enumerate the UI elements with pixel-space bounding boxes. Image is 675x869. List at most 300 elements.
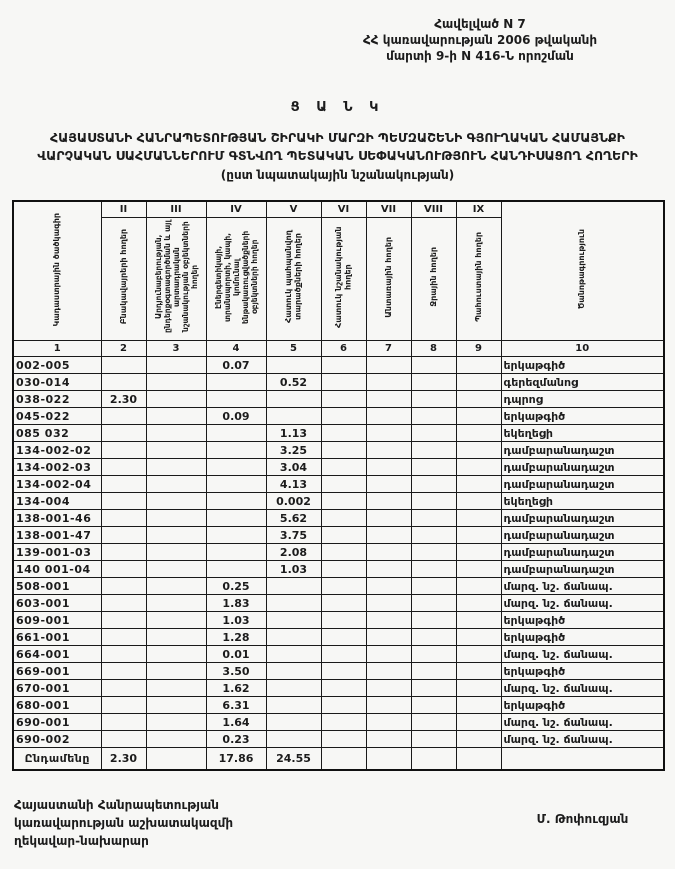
total-row xyxy=(13,748,664,770)
page-title xyxy=(0,129,675,165)
area-value-cell xyxy=(366,697,411,714)
area-value-cell xyxy=(101,629,146,646)
area-value-cell xyxy=(101,663,146,680)
table-row xyxy=(13,561,664,578)
vertical-header-label: Հատուկ պահպանվող տարածքների հողեր xyxy=(283,230,303,324)
area-value-cell xyxy=(411,374,456,391)
vertical-header-label: Արդյունաբերության, ընդերքօգտագործման և այլ արտադրական նշանակության օբյեկտների հողեր xyxy=(153,220,199,334)
table-row xyxy=(13,697,664,714)
note-cell: մարզ. նշ. ճանապ. xyxy=(501,595,664,612)
note-cell: եկեղեցի xyxy=(501,425,664,442)
table-row xyxy=(13,357,664,374)
note-cell: երկաթգիծ xyxy=(501,663,664,680)
area-value-cell xyxy=(366,425,411,442)
area-value-cell xyxy=(321,680,366,697)
column-number: 2 xyxy=(101,341,146,357)
roman-numeral: II xyxy=(101,201,146,218)
area-value-cell xyxy=(411,680,456,697)
roman-numeral: VII xyxy=(366,201,411,218)
area-value-cell xyxy=(321,374,366,391)
table-row xyxy=(13,612,664,629)
cadastral-code-cell: 002-005 xyxy=(13,357,101,374)
area-value-cell xyxy=(101,697,146,714)
total-cell xyxy=(366,748,411,770)
table-row xyxy=(13,476,664,493)
area-value-cell xyxy=(266,663,321,680)
table-body xyxy=(13,357,664,748)
area-value-cell xyxy=(146,697,206,714)
area-value-cell xyxy=(411,425,456,442)
area-value-cell xyxy=(146,408,206,425)
area-value-cell xyxy=(146,357,206,374)
area-value-cell xyxy=(321,493,366,510)
cadastral-code-cell: 664-001 xyxy=(13,646,101,663)
area-value-cell xyxy=(411,544,456,561)
area-value-cell xyxy=(366,408,411,425)
area-value-cell xyxy=(266,578,321,595)
signature-name: Մ. Թոփուզյան xyxy=(536,812,629,826)
area-value-cell xyxy=(321,527,366,544)
area-value-cell xyxy=(411,357,456,374)
area-value-cell xyxy=(456,459,501,476)
area-value-cell xyxy=(456,476,501,493)
area-value-cell xyxy=(456,629,501,646)
cadastral-code-cell: 134-002-02 xyxy=(13,442,101,459)
cadastral-code-cell: 508-001 xyxy=(13,578,101,595)
area-value-cell xyxy=(146,561,206,578)
roman-numeral-row xyxy=(13,201,664,218)
area-value-cell xyxy=(266,680,321,697)
roman-numeral: IV xyxy=(206,201,266,218)
area-value-cell xyxy=(101,408,146,425)
area-value-cell xyxy=(101,646,146,663)
vertical-header-label: Անտառային հողեր xyxy=(383,236,393,318)
area-value-cell xyxy=(411,697,456,714)
area-value-cell: 4.13 xyxy=(266,476,321,493)
area-value-cell xyxy=(366,510,411,527)
area-value-cell xyxy=(321,544,366,561)
note-cell: դամբարանադաշտ xyxy=(501,476,664,493)
area-value-cell xyxy=(411,493,456,510)
note-cell: մարզ. նշ. ճանապ. xyxy=(501,731,664,748)
note-cell: մարզ. նշ. ճանապ. xyxy=(501,680,664,697)
area-value-cell xyxy=(321,629,366,646)
title-line: ՀԱՅԱՍՏԱՆԻ ՀԱՆՐԱՊԵՏՈՒԹՅԱՆ ՇԻՐԱԿԻ ՄԱՐԶԻ ՊԵՄԶԱՇԵՆԻ ԳՅՈՒՂԱԿԱՆ ՀԱՄԱՅՆՔԻ xyxy=(50,130,625,145)
table-row xyxy=(13,527,664,544)
column-number: 10 xyxy=(501,341,664,357)
area-value-cell xyxy=(206,425,266,442)
vertical-header-label: Էներգետիկայի, տրանսպորտի, կապի, կոմունալ ենթակառուցվածքների օբյեկտների հողեր xyxy=(213,230,259,324)
area-value-cell xyxy=(101,527,146,544)
area-value-cell xyxy=(456,595,501,612)
column-number: 1 xyxy=(13,341,101,357)
area-value-cell: 3.25 xyxy=(266,442,321,459)
area-value-cell: 1.64 xyxy=(206,714,266,731)
area-value-cell xyxy=(456,442,501,459)
column-number-row xyxy=(13,341,664,357)
area-value-cell xyxy=(146,493,206,510)
note-cell: դամբարանադաշտ xyxy=(501,442,664,459)
table-row xyxy=(13,408,664,425)
vertical-header-label: Ծանոթագրություն xyxy=(577,229,587,310)
header-forest-lands xyxy=(366,218,411,341)
area-value-cell xyxy=(206,374,266,391)
area-value-cell xyxy=(206,544,266,561)
area-value-cell: 0.25 xyxy=(206,578,266,595)
area-value-cell xyxy=(321,391,366,408)
area-value-cell xyxy=(411,408,456,425)
area-value-cell: 0.23 xyxy=(206,731,266,748)
area-value-cell xyxy=(321,612,366,629)
area-value-cell xyxy=(146,612,206,629)
roman-numeral: VI xyxy=(321,201,366,218)
area-value-cell xyxy=(101,612,146,629)
area-value-cell xyxy=(366,357,411,374)
area-value-cell xyxy=(366,561,411,578)
header-reserve-lands xyxy=(456,218,501,341)
area-value-cell xyxy=(146,680,206,697)
area-value-cell xyxy=(321,697,366,714)
area-value-cell xyxy=(321,578,366,595)
area-value-cell xyxy=(321,442,366,459)
area-value-cell xyxy=(366,544,411,561)
footer-line: ղեկավար-նախարար xyxy=(14,834,149,848)
column-number: 7 xyxy=(366,341,411,357)
table-row xyxy=(13,578,664,595)
area-value-cell: 1.83 xyxy=(206,595,266,612)
area-value-cell xyxy=(456,714,501,731)
cadastral-code-cell: 670-001 xyxy=(13,680,101,697)
column-number: 9 xyxy=(456,341,501,357)
area-value-cell xyxy=(101,374,146,391)
cadastral-code-cell: 045-022 xyxy=(13,408,101,425)
area-value-cell xyxy=(101,493,146,510)
total-cell xyxy=(321,748,366,770)
note-cell: երկաթգիծ xyxy=(501,408,664,425)
area-value-cell xyxy=(411,629,456,646)
area-value-cell: 1.03 xyxy=(206,612,266,629)
area-value-cell xyxy=(146,527,206,544)
area-value-cell xyxy=(366,612,411,629)
table-row xyxy=(13,731,664,748)
cadastral-code-cell: 030-014 xyxy=(13,374,101,391)
document-kind-title: Ց Ա Ն Կ xyxy=(290,100,385,115)
area-value-cell xyxy=(101,544,146,561)
area-value-cell xyxy=(456,663,501,680)
table-row xyxy=(13,374,664,391)
area-value-cell xyxy=(266,629,321,646)
area-value-cell xyxy=(411,714,456,731)
cadastral-code-cell: 134-002-04 xyxy=(13,476,101,493)
area-value-cell: 3.50 xyxy=(206,663,266,680)
area-value-cell xyxy=(146,731,206,748)
table-row xyxy=(13,680,664,697)
area-value-cell xyxy=(206,476,266,493)
area-value-cell xyxy=(146,510,206,527)
total-cell xyxy=(456,748,501,770)
area-value-cell xyxy=(411,646,456,663)
appendix-block xyxy=(300,16,660,65)
note-cell: դամբարանադաշտ xyxy=(501,510,664,527)
cadastral-code-cell: 669-001 xyxy=(13,663,101,680)
note-cell: մարզ. նշ. ճանապ. xyxy=(501,646,664,663)
area-value-cell xyxy=(321,510,366,527)
area-value-cell xyxy=(321,714,366,731)
area-value-cell: 2.08 xyxy=(266,544,321,561)
area-value-cell xyxy=(456,408,501,425)
appendix-line: մարտի 9-ի N 416-Ն որոշման xyxy=(386,49,574,64)
area-value-cell: 3.75 xyxy=(266,527,321,544)
area-value-cell xyxy=(266,731,321,748)
area-value-cell xyxy=(101,595,146,612)
cadastral-code-cell: 138-001-47 xyxy=(13,527,101,544)
header-protected-lands xyxy=(266,218,321,341)
area-value-cell xyxy=(366,646,411,663)
area-value-cell xyxy=(101,442,146,459)
area-value-cell xyxy=(366,374,411,391)
note-cell: դամբարանադաշտ xyxy=(501,561,664,578)
roman-numeral: VIII xyxy=(411,201,456,218)
land-categories-table xyxy=(12,200,665,771)
area-value-cell xyxy=(206,442,266,459)
area-value-cell xyxy=(266,408,321,425)
note-cell: դպրոց xyxy=(501,391,664,408)
header-settlement-lands xyxy=(101,218,146,341)
area-value-cell xyxy=(146,629,206,646)
area-value-cell xyxy=(101,561,146,578)
area-value-cell: 0.52 xyxy=(266,374,321,391)
area-value-cell xyxy=(101,425,146,442)
area-value-cell xyxy=(411,459,456,476)
area-value-cell xyxy=(146,544,206,561)
note-cell: դամբարանադաշտ xyxy=(501,527,664,544)
note-cell: մարզ. նշ. ճանապ. xyxy=(501,578,664,595)
area-value-cell xyxy=(456,612,501,629)
table-row xyxy=(13,510,664,527)
note-cell: երկաթգիծ xyxy=(501,612,664,629)
area-value-cell xyxy=(101,731,146,748)
area-value-cell xyxy=(456,646,501,663)
area-value-cell xyxy=(411,391,456,408)
area-value-cell xyxy=(411,612,456,629)
area-value-cell xyxy=(146,476,206,493)
roman-numeral: III xyxy=(146,201,206,218)
area-value-cell xyxy=(411,510,456,527)
area-value-cell xyxy=(321,408,366,425)
header-cadastral-code xyxy=(13,201,101,341)
area-value-cell xyxy=(366,459,411,476)
area-value-cell xyxy=(456,527,501,544)
cadastral-code-cell: 690-001 xyxy=(13,714,101,731)
area-value-cell xyxy=(366,731,411,748)
table-row xyxy=(13,663,664,680)
cadastral-code-cell: 038-022 xyxy=(13,391,101,408)
cadastral-code-cell: 661-001 xyxy=(13,629,101,646)
cadastral-code-cell: 139-001-03 xyxy=(13,544,101,561)
area-value-cell xyxy=(206,391,266,408)
area-value-cell xyxy=(266,612,321,629)
table-row xyxy=(13,544,664,561)
table-row xyxy=(13,714,664,731)
total-cell xyxy=(146,748,206,770)
area-value-cell: 1.13 xyxy=(266,425,321,442)
column-number: 8 xyxy=(411,341,456,357)
total-label: Ընդամենը xyxy=(13,748,101,770)
area-value-cell xyxy=(411,663,456,680)
area-value-cell xyxy=(411,561,456,578)
area-value-cell xyxy=(266,391,321,408)
area-value-cell xyxy=(146,595,206,612)
area-value-cell xyxy=(321,731,366,748)
column-number: 4 xyxy=(206,341,266,357)
area-value-cell xyxy=(206,527,266,544)
title-block xyxy=(0,100,675,182)
area-value-cell xyxy=(101,357,146,374)
table-row xyxy=(13,391,664,408)
cadastral-code-cell: 134-004 xyxy=(13,493,101,510)
area-value-cell xyxy=(101,476,146,493)
area-value-cell xyxy=(366,663,411,680)
cadastral-code-cell: 085 032 xyxy=(13,425,101,442)
area-value-cell xyxy=(366,629,411,646)
area-value-cell xyxy=(456,374,501,391)
appendix-line: ՀՀ կառավարության 2006 թվականի xyxy=(362,33,598,48)
cadastral-code-cell: 140 001-04 xyxy=(13,561,101,578)
area-value-cell: 6.31 xyxy=(206,697,266,714)
area-value-cell xyxy=(366,493,411,510)
area-value-cell xyxy=(101,714,146,731)
note-cell: երկաթգիծ xyxy=(501,697,664,714)
roman-numeral: IX xyxy=(456,201,501,218)
table-row xyxy=(13,459,664,476)
area-value-cell: 2.30 xyxy=(101,391,146,408)
area-value-cell xyxy=(411,527,456,544)
area-value-cell xyxy=(101,680,146,697)
area-value-cell xyxy=(321,459,366,476)
area-value-cell xyxy=(206,493,266,510)
area-value-cell xyxy=(206,459,266,476)
title-subnote: (ըստ նպատակային նշանակության) xyxy=(220,168,455,183)
area-value-cell xyxy=(456,578,501,595)
area-value-cell xyxy=(456,697,501,714)
area-value-cell xyxy=(321,663,366,680)
vertical-header-label: Հատուկ նշանակության հողեր xyxy=(333,226,353,328)
footer-authority-block xyxy=(14,796,233,850)
area-value-cell xyxy=(366,680,411,697)
area-value-cell xyxy=(266,714,321,731)
header-energy-transport-lands xyxy=(206,218,266,341)
area-value-cell: 0.07 xyxy=(206,357,266,374)
vertical-header-label: Բնակավայրերի հողեր xyxy=(118,229,128,325)
header-special-purpose-lands xyxy=(321,218,366,341)
area-value-cell xyxy=(366,527,411,544)
area-value-cell: 1.03 xyxy=(266,561,321,578)
area-value-cell xyxy=(411,731,456,748)
footer-line: Հայաստանի Հանրապետության xyxy=(14,798,219,812)
note-cell: դամբարանադաշտ xyxy=(501,544,664,561)
cadastral-code-cell: 138-001-46 xyxy=(13,510,101,527)
total-cell: 2.30 xyxy=(101,748,146,770)
total-cell xyxy=(501,748,664,770)
vertical-header-label: Կադաստրային ծածկագիր xyxy=(52,212,62,327)
area-value-cell xyxy=(321,561,366,578)
vertical-header-label: Պահուստային հողեր xyxy=(473,232,483,322)
area-value-cell xyxy=(456,357,501,374)
area-value-cell xyxy=(101,510,146,527)
column-number: 3 xyxy=(146,341,206,357)
vertical-header-label: Ջրային հողեր xyxy=(428,247,438,307)
area-value-cell xyxy=(146,442,206,459)
area-value-cell xyxy=(366,578,411,595)
total-cell: 24.55 xyxy=(266,748,321,770)
area-value-cell xyxy=(366,714,411,731)
roman-numeral: V xyxy=(266,201,321,218)
area-value-cell xyxy=(146,663,206,680)
note-cell: գերեզմանոց xyxy=(501,374,664,391)
area-value-cell: 0.002 xyxy=(266,493,321,510)
area-value-cell xyxy=(146,714,206,731)
header-note xyxy=(501,201,664,341)
area-value-cell xyxy=(456,731,501,748)
area-value-cell xyxy=(266,357,321,374)
area-value-cell xyxy=(411,442,456,459)
area-value-cell: 0.01 xyxy=(206,646,266,663)
column-number: 5 xyxy=(266,341,321,357)
cadastral-code-cell: 134-002-03 xyxy=(13,459,101,476)
header-water-lands xyxy=(411,218,456,341)
area-value-cell xyxy=(146,425,206,442)
table-row xyxy=(13,629,664,646)
area-value-cell xyxy=(321,357,366,374)
area-value-cell: 5.62 xyxy=(266,510,321,527)
area-value-cell xyxy=(366,442,411,459)
area-value-cell: 3.04 xyxy=(266,459,321,476)
area-value-cell xyxy=(146,459,206,476)
area-value-cell xyxy=(456,561,501,578)
table-row xyxy=(13,493,664,510)
area-value-cell xyxy=(146,578,206,595)
table-row xyxy=(13,595,664,612)
area-value-cell: 1.28 xyxy=(206,629,266,646)
area-value-cell xyxy=(101,578,146,595)
area-value-cell xyxy=(206,510,266,527)
area-value-cell xyxy=(101,459,146,476)
area-value-cell xyxy=(366,476,411,493)
note-cell: եկեղեցի xyxy=(501,493,664,510)
area-value-cell xyxy=(456,680,501,697)
note-cell: դամբարանադաշտ xyxy=(501,459,664,476)
area-value-cell xyxy=(456,493,501,510)
note-cell: երկաթգիծ xyxy=(501,357,664,374)
area-value-cell xyxy=(146,646,206,663)
area-value-cell xyxy=(411,476,456,493)
area-value-cell xyxy=(266,595,321,612)
area-value-cell xyxy=(321,646,366,663)
table-row xyxy=(13,442,664,459)
area-value-cell xyxy=(321,595,366,612)
area-value-cell xyxy=(321,476,366,493)
area-value-cell xyxy=(266,697,321,714)
area-value-cell xyxy=(146,374,206,391)
note-cell: մարզ. նշ. ճանապ. xyxy=(501,714,664,731)
area-value-cell xyxy=(266,646,321,663)
header-industrial-lands xyxy=(146,218,206,341)
area-value-cell xyxy=(206,561,266,578)
area-value-cell xyxy=(366,391,411,408)
area-value-cell xyxy=(411,595,456,612)
cadastral-code-cell: 603-001 xyxy=(13,595,101,612)
table-row xyxy=(13,425,664,442)
